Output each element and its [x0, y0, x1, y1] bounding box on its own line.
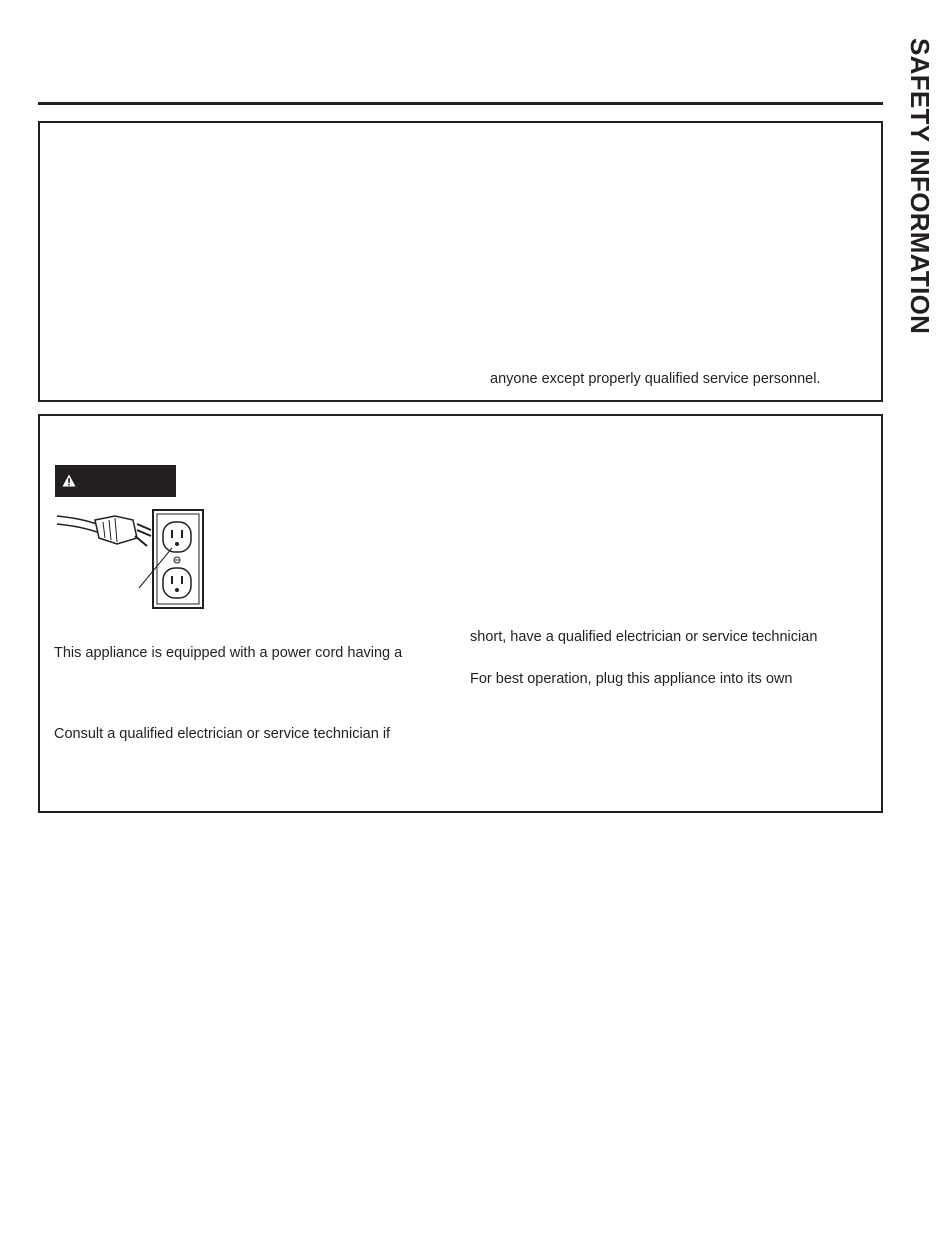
right-column-text-line: For best operation, plug this appliance into its own	[470, 671, 793, 687]
header-rule	[38, 102, 883, 105]
right-column-text-line: short, have a qualified electrician or service technician	[470, 629, 818, 645]
warning-triangle-icon	[62, 474, 76, 487]
plug-and-outlet-illustration	[55, 508, 215, 618]
left-column-text-line: This appliance is equipped with a power cord having a	[54, 645, 403, 661]
left-column-text-line: Consult a qualified electrician or service technician if	[54, 726, 391, 742]
electrical-requirements-box	[38, 414, 883, 813]
notice-text-line: anyone except properly qualified service personnel.	[490, 371, 821, 387]
section-side-tab: SAFETY INFORMATION	[905, 38, 935, 335]
warning-label-bar	[55, 465, 176, 497]
safety-notice-box	[38, 121, 883, 402]
